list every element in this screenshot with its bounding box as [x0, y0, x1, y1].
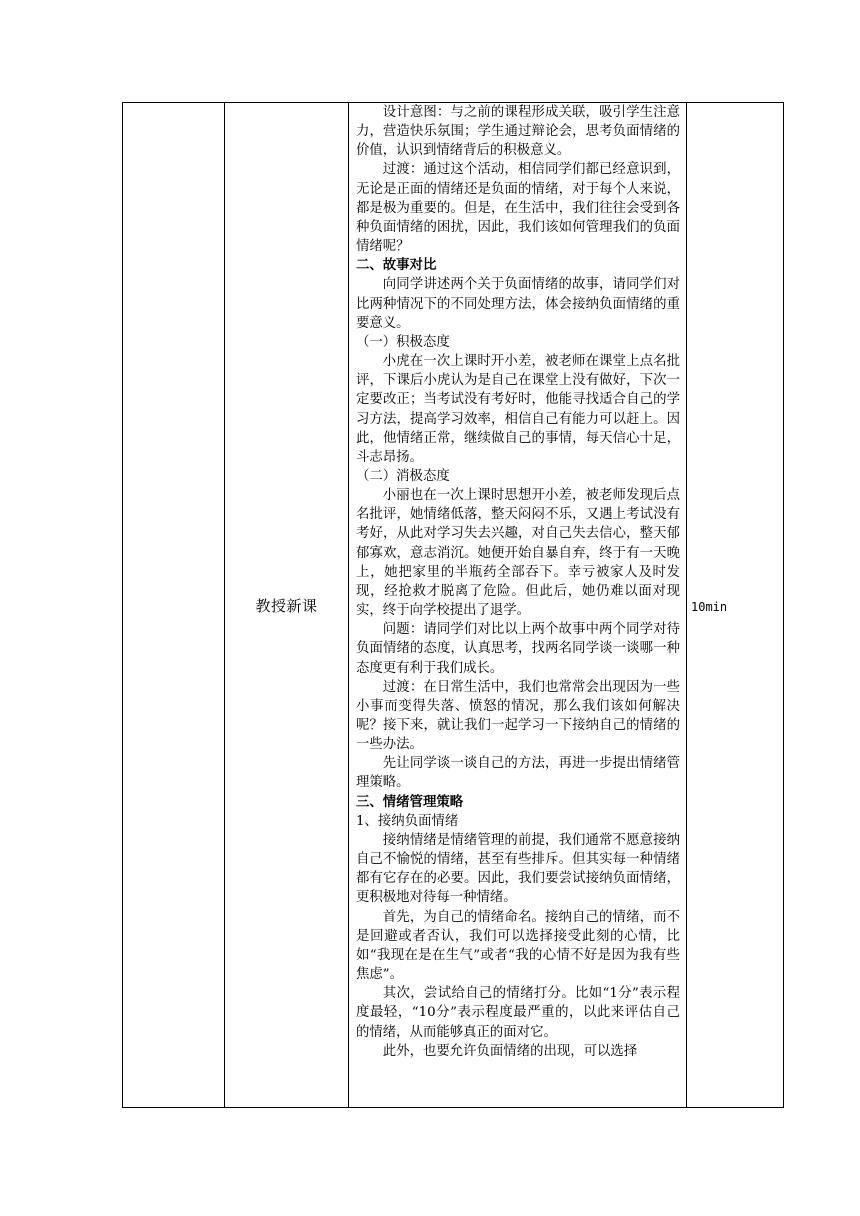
empty-cell [123, 103, 225, 1108]
paragraph: （二）消极态度 [356, 468, 450, 484]
paragraph: 接纳情绪是情绪管理的前提，我们通常不愿意接纳自己不愉悦的情绪，甚至有些排斥。但其实每一种情绪都有它存在的必要。因此，我们要尝试接纳负面情绪，更积极地对待每一种情绪。 [356, 832, 680, 906]
content-body [349, 103, 686, 1061]
paragraph: 首先，为自己的情绪命名。接纳自己的情绪，而不是回避或者否认，我们可以选择接受此刻的心情，比如“我现在是在生气”或者“我的心情不好是因为我有些焦虑”。 [356, 909, 680, 983]
paragraph: （一）积极态度 [356, 334, 450, 350]
paragraph: 过渡：在日常生活中，我们也常常会出现因为一些小事而变得失落、愤怒的情况，那么我们该如何解决呢？接下来，就让我们一起学习一下接纳自己的情绪的一些办法。 [356, 679, 680, 753]
paragraph: 小虎在一次上课时开小差，被老师在课堂上点名批评，下课后小虎认为是自己在课堂上没有做好，下次一定要改正；当考试没有考好时，他能寻找适合自己的学习方法，提高学习效率，相信自己有能力可以赶上。因此，他情绪正常，继续做自己的事情，每天信心十足，斗志昂扬。 [356, 354, 680, 465]
paragraph: 1、接纳负面情绪 [356, 813, 459, 829]
section-heading: 二、故事对比 [356, 258, 437, 274]
paragraph: 先让同学谈一谈自己的方法，再进一步提出情绪管理策略。 [356, 756, 680, 791]
paragraph: 小丽也在一次上课时思想开小差，被老师发现后点名批评，她情绪低落，整天闷闷不乐，又遇上考试没有考好，从此对学习失去兴趣，对自己失去信心，整天郁郁寡欢，意志消沉。她便开始自暴自弃，终于有一天晚上，她把家里的半瓶药全部吞下。幸亏被家人及时发现，经抢救才脱离了危险。但此后，她仍难以面对现实，终于向学校提出了退学。 [356, 488, 680, 619]
lesson-table [122, 102, 784, 1108]
paragraph: 向同学讲述两个关于负面情绪的故事，请同学们对比两种情况下的不同处理方法，体会接纳负面情绪的重要意义。 [356, 277, 680, 331]
paragraph: 设计意图：与之前的课程形成关联，吸引学生注意力，营造快乐氛围；学生通过辩论会，思考负面情绪的价值，认识到情绪背后的积极意义。 [356, 105, 680, 159]
paragraph: 其次，尝试给自己的情绪打分。比如“1分”表示程度最轻，“10分”表示程度最严重的，以此来评估自己的情绪，从而能够真正的面对它。 [356, 986, 680, 1040]
paragraph: 过渡：通过这个活动，相信同学们都已经意识到，无论是正面的情绪还是负面的情绪，对于每个人来说，都是极为重要的。但是，在生活中，我们往往会受到各种负面情绪的困扰，因此，我们该如何管理我们的负面情绪呢？ [356, 162, 680, 255]
section-heading: 三、情绪管理策略 [356, 794, 464, 810]
content-cell [349, 103, 687, 1108]
time-label: 10min [691, 599, 728, 614]
table-row [123, 103, 784, 1108]
paragraph: 问题：请同学们对比以上两个故事中两个同学对待负面情绪的态度，认真思考，找两名同学谈一谈哪一种态度更有利于我们成长。 [356, 622, 680, 676]
time-cell [687, 103, 784, 1108]
paragraph: 此外，也要允许负面情绪的出现，可以选择 [382, 1043, 638, 1059]
stage-cell: 教授新课 [225, 103, 349, 1108]
